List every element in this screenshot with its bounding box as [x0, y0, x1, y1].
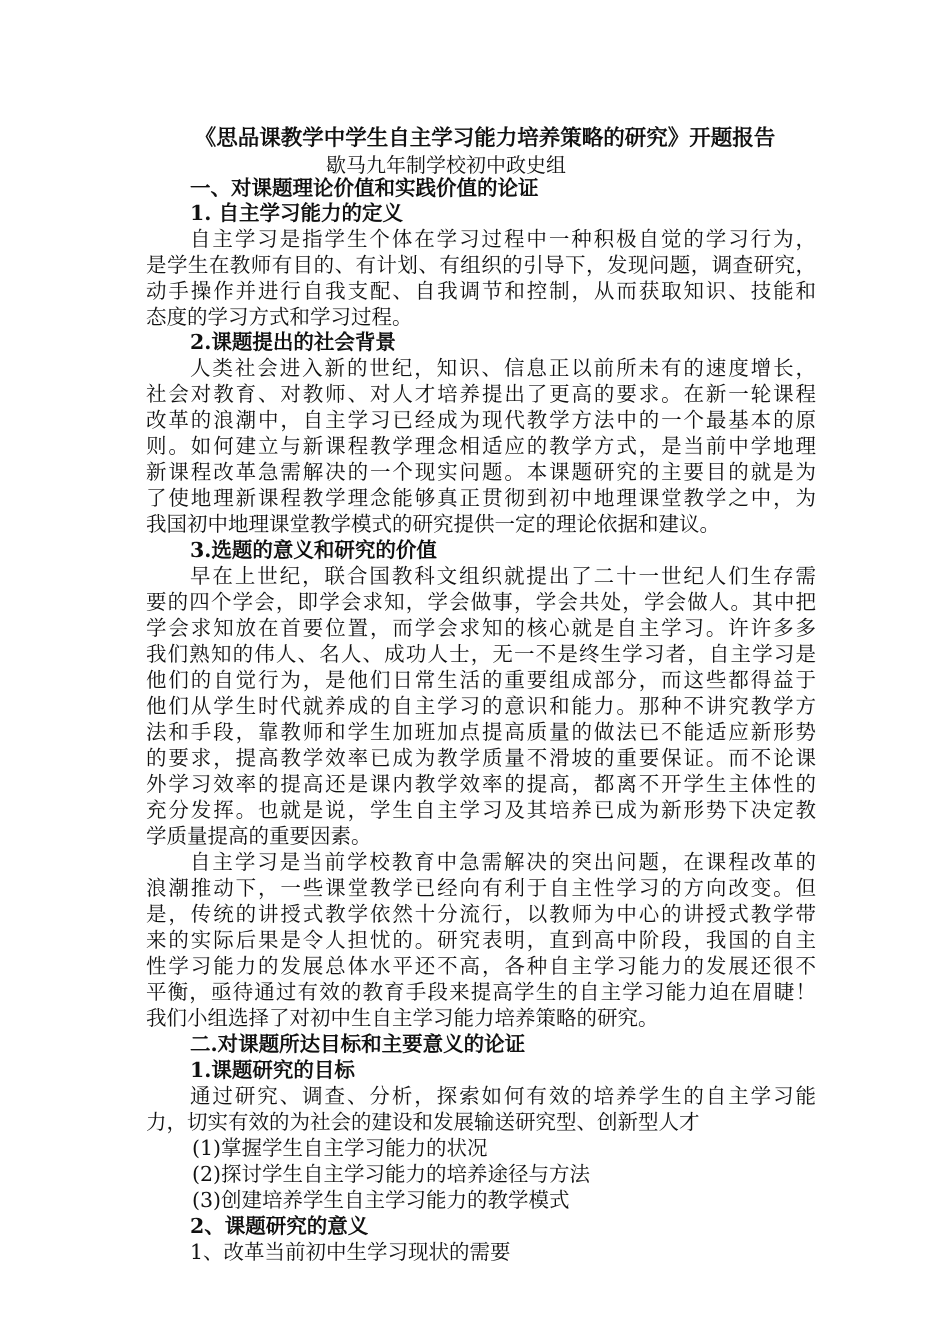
section1-heading: 一、对课题理论价值和实践价值的论证 — [190, 176, 539, 200]
paragraph-line: 我国初中地理课堂教学模式的研究提供一定的理论依据和建议。 — [146, 512, 720, 536]
document-author: 歇马九年制学校初中政史组 — [326, 153, 566, 177]
section2-heading: 二.对课题所达目标和主要意义的论证 — [190, 1032, 526, 1056]
paragraph-line: 我们熟知的伟人、名人、成功人士，无一不是终生学习者，自主学习是 — [146, 642, 816, 666]
paragraph-line: 人类社会进入新的世纪，知识、信息正以前所未有的速度增长， — [190, 356, 816, 380]
paragraph-line: 性学习能力的发展总体水平还不高，各种自主学习能力的发展还很不 — [146, 954, 816, 978]
paragraph-line: 法和手段，靠教师和学生加班加点提高质量的做法已不能适应新形势 — [146, 720, 816, 744]
section2-sub1-heading: 1.课题研究的目标 — [190, 1058, 355, 1082]
paragraph-line: 早在上世纪，联合国教科文组织就提出了二十一世纪人们生存需 — [190, 564, 816, 588]
paragraph-line: 来的实际后果是令人担忧的。研究表明，直到高中阶段，我国的自主 — [146, 928, 816, 952]
document-title: 《思品课教学中学生自主学习能力培养策略的研究》开题报告 — [194, 126, 776, 151]
list-item: (3)创建培养学生自主学习能力的教学模式 — [192, 1188, 570, 1212]
paragraph-line: 自主学习是指学生个体在学习过程中一种积极自觉的学习行为， — [190, 227, 816, 251]
paragraph-line: 的要求，提高教学效率已成为教学质量不滑坡的重要保证。而不论课 — [146, 746, 816, 770]
section1-sub2-heading: 2.课题提出的社会背景 — [190, 330, 396, 354]
paragraph-line: 他们的自觉行为，是他们日常生活的重要组成部分，而这些都得益于 — [146, 668, 816, 692]
paragraph-line: 新课程改革急需解决的一个现实问题。本课题研究的主要目的就是为 — [146, 460, 816, 484]
section1-sub3-heading: 3.选题的意义和研究的价值 — [190, 538, 437, 562]
paragraph-line: 我们小组选择了对初中生自主学习能力培养策略的研究。 — [146, 1006, 659, 1030]
paragraph-line: 改革的浪潮中，自主学习已经成为现代教学方法中的一个最基本的原 — [146, 408, 816, 432]
section1-sub1-heading: 1. 自主学习能力的定义 — [190, 201, 404, 225]
paragraph-line: 他们从学生时代就养成的自主学习的意识和能力。那种不讲究教学方 — [146, 694, 816, 718]
section2-sub2-heading: 2、课题研究的意义 — [190, 1214, 369, 1238]
paragraph-line: 要的四个学会，即学会求知，学会做事，学会共处，学会做人。其中把 — [146, 590, 816, 614]
paragraph-line: 通过研究、调查、分析，探索如何有效的培养学生的自主学习能 — [190, 1084, 816, 1108]
list-item: (2)探讨学生自主学习能力的培养途径与方法 — [192, 1162, 591, 1186]
paragraph-line: 态度的学习方式和学习过程。 — [146, 305, 413, 329]
paragraph-line: 则。如何建立与新课程教学理念相适应的教学方式，是当前中学地理 — [146, 434, 816, 458]
paragraph-line: 力，切实有效的为社会的建设和发展输送研究型、创新型人才 — [146, 1110, 700, 1134]
paragraph-line: 是，传统的讲授式教学依然十分流行，以教师为中心的讲授式教学带 — [146, 902, 816, 926]
list-item: (1)掌握学生自主学习能力的状况 — [192, 1136, 488, 1160]
paragraph-line: 自主学习是当前学校教育中急需解决的突出问题，在课程改革的 — [190, 850, 816, 874]
paragraph-line: 学会求知放在首要位置，而学会求知的核心就是自主学习。许许多多 — [146, 616, 816, 640]
paragraph-line: 平衡，亟待通过有效的教育手段来提高学生的自主学习能力迫在眉睫！ — [146, 980, 816, 1004]
paragraph-line: 外学习效率的提高还是课内教学效率的提高，都离不开学生主体性的 — [146, 772, 816, 796]
list-item: 1、改革当前初中生学习现状的需要 — [190, 1240, 511, 1264]
paragraph-line: 充分发挥。也就是说，学生自主学习及其培养已成为新形势下决定教 — [146, 798, 816, 822]
paragraph-line: 学质量提高的重要因素。 — [146, 824, 372, 848]
paragraph-line: 浪潮推动下，一些课堂教学已经向有利于自主性学习的方向改变。但 — [146, 876, 816, 900]
paragraph-line: 社会对教育、对教师、对人才培养提出了更高的要求。在新一轮课程 — [146, 382, 816, 406]
paragraph-line: 动手操作并进行自我支配、自我调节和控制，从而获取知识、技能和 — [146, 279, 816, 303]
paragraph-line: 了使地理新课程教学理念能够真正贯彻到初中地理课堂教学之中，为 — [146, 486, 816, 510]
paragraph-line: 是学生在教师有目的、有计划、有组织的引导下，发现问题，调查研究， — [146, 253, 816, 277]
